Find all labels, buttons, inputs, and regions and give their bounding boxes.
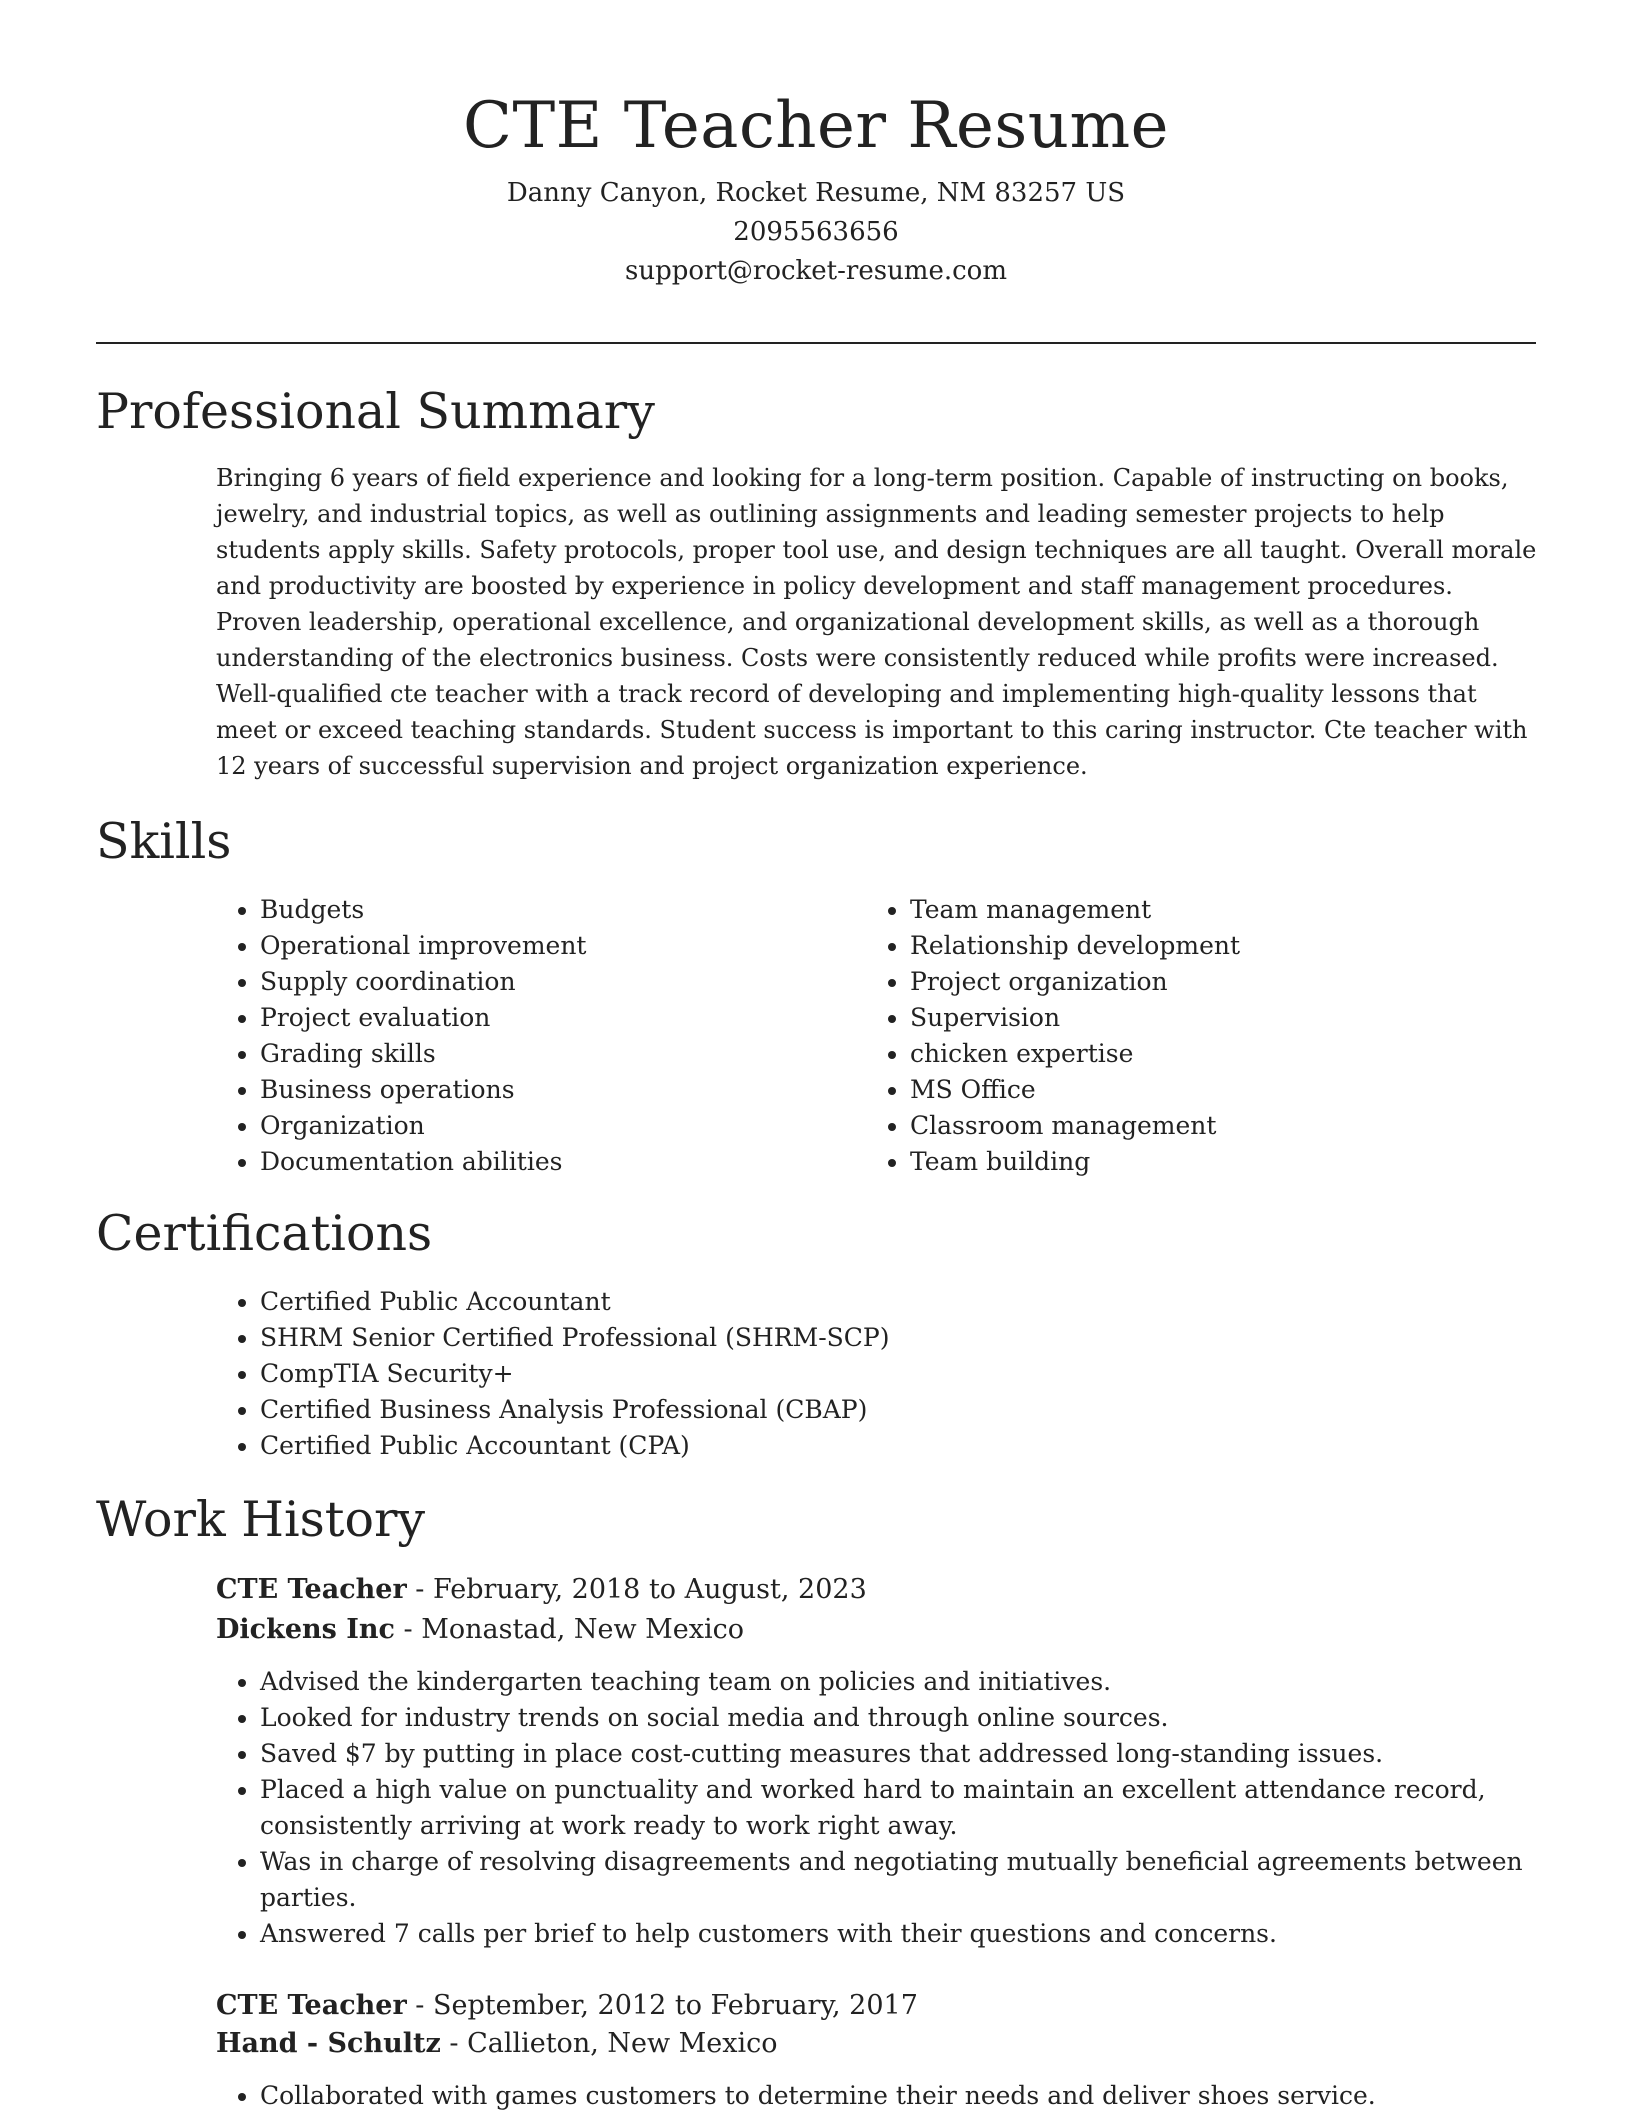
job-dates: - September, 2012 to February, 2017 [406,1990,918,2021]
work-history-heading: Work History [96,1491,426,1548]
contact-email: support@rocket-resume.com [624,256,1007,286]
header-divider [96,342,1536,344]
job-company-line [216,1610,744,1650]
job-role: CTE Teacher [216,1574,407,1605]
job-location: - Monastad, New Mexico [394,1614,745,1645]
job-dates: - February, 2018 to August, 2023 [406,1574,867,1605]
job-company: Dickens Inc [216,1614,395,1645]
skill-item: • Grading skills [260,1036,860,1072]
skill-item: • Project organization [910,964,1510,1000]
skill-item: • Operational improvement [260,928,860,964]
summary-heading: Professional Summary [96,383,655,440]
job-bullets [216,1664,1550,1952]
skill-item: • Team building [910,1144,1510,1180]
contact-block [96,174,1536,291]
certification-item: • Certified Public Accountant (CPA) [260,1428,1460,1464]
skill-item: • MS Office [910,1072,1510,1108]
job-company: Hand - Schultz [216,2028,441,2059]
job-bullet: • Saved $7 by putting in place cost-cutting measures that addressed long-standing issues. [260,1736,1550,1772]
skill-item: • Documentation abilities [260,1144,860,1180]
job-bullet: • Advised the kindergarten teaching team on policies and initiatives. [260,1664,1550,1700]
job-bullet: • Was in charge of resolving disagreements and negotiating mutually beneficial agreements between parties. [260,1844,1550,1916]
certification-item: • Certified Public Accountant [260,1284,1460,1320]
skill-item: • Project evaluation [260,1000,860,1036]
resume-title: CTE Teacher Resume [462,89,1170,163]
job-role: CTE Teacher [216,1990,407,2021]
job-bullet: • Collaborated with games customers to determine their needs and deliver shoes service. [260,2078,1550,2114]
job-bullet: • Answered 7 calls per brief to help customers with their questions and concerns. [260,1916,1550,1952]
certifications-heading: Certifications [96,1205,433,1262]
job-location: - Callieton, New Mexico [440,2028,778,2059]
certification-item: • Certified Business Analysis Professional (CBAP) [260,1392,1460,1428]
job-title-line [216,1570,867,1610]
skill-item: • Team management [910,892,1510,928]
summary-text: Bringing 6 years of field experience and looking for a long-term position. Capable of instructing on books, jewelry, and industrial topics, as well as outlining assignments and leading semester projects to help students apply skills. Safety protocols, proper tool use, and design techniques are all taught. Overall morale and productivity are boosted by experience in policy development and staff management procedures. Proven leadership, operational excellence, and organizational development skills, as well as a thorough understanding of the electronics business. Costs were consistently reduced while profits were increased. Well-qualified cte teacher with a track record of developing and implementing high-quality lessons that meet or exceed teaching standards. Student success is important to this caring instructor. Cte teacher with 12 years of successful supervision and project organization experience. [216,464,1537,780]
skills-list-right [866,892,1510,1180]
certifications-list [216,1284,1460,1464]
job-company-line [216,2024,778,2064]
skill-item: • Supervision [910,1000,1510,1036]
skill-item: • Supply coordination [260,964,860,1000]
job-bullet: • Looked for industry trends on social media and through online sources. [260,1700,1550,1736]
job-title-line [216,1986,918,2026]
skill-item: • Budgets [260,892,860,928]
skills-list-left [216,892,860,1180]
skills-heading: Skills [96,813,232,870]
skill-item: • Organization [260,1108,860,1144]
skill-item: • chicken expertise [910,1036,1510,1072]
skill-item: • Business operations [260,1072,860,1108]
skill-item: • Relationship development [910,928,1510,964]
job-bullets [216,2078,1550,2114]
contact-address: Danny Canyon, Rocket Resume, NM 83257 US [506,178,1126,208]
certification-item: • CompTIA Security+ [260,1356,1460,1392]
skill-item: • Classroom management [910,1108,1510,1144]
job-bullet: • Placed a high value on punctuality and worked hard to maintain an excellent attendance record, consistently arriving at work ready to work right away. [260,1772,1550,1844]
certification-item: • SHRM Senior Certified Professional (SHRM-SCP) [260,1320,1460,1356]
resume-header [96,82,1536,291]
contact-phone: 2095563656 [733,217,899,247]
